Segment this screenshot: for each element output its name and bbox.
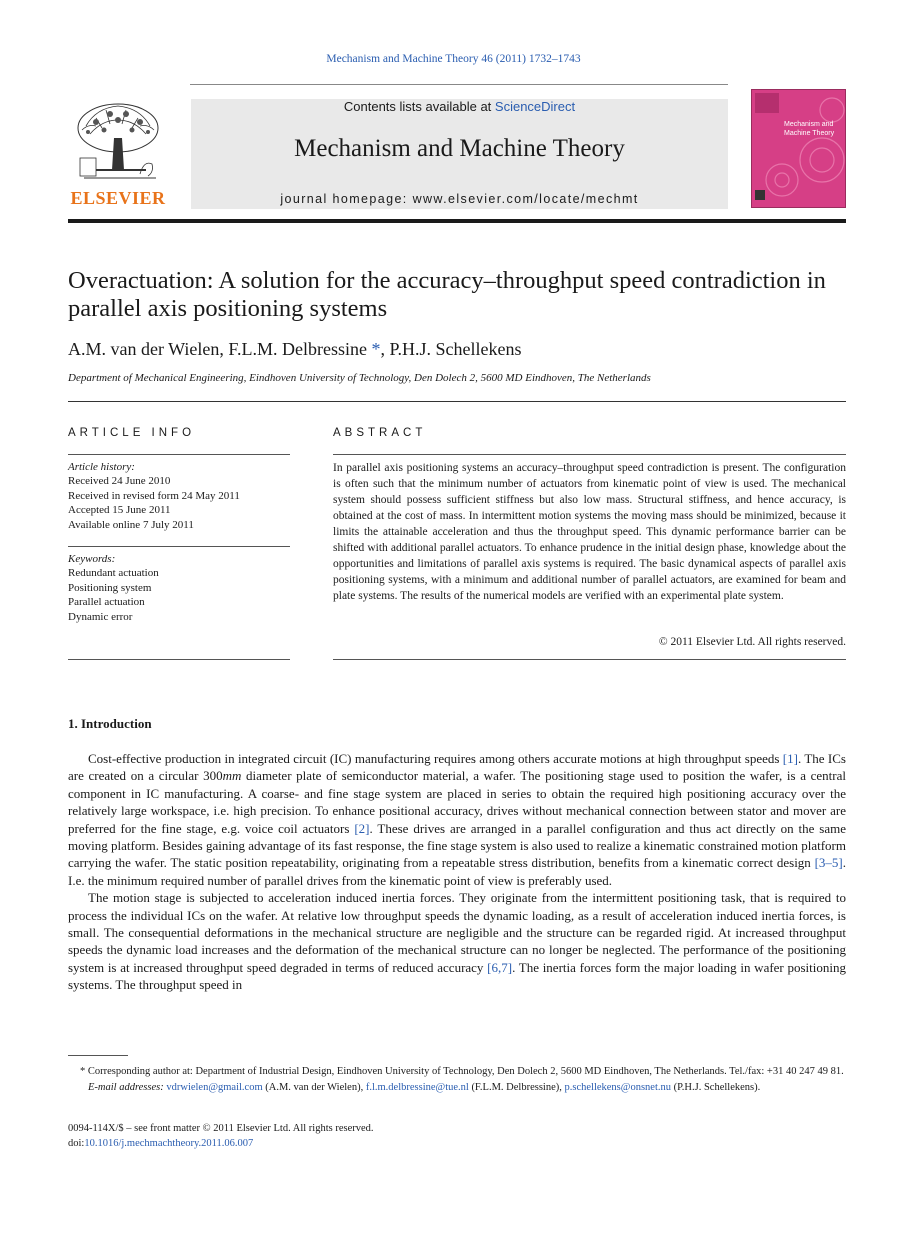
section-heading-introduction: 1. Introduction [68, 716, 152, 731]
email-owner: (P.H.J. Schellekens). [670, 1081, 761, 1093]
journal-banner [191, 99, 728, 209]
article-info-bottom-divider [68, 659, 290, 660]
email-owner: (A.M. van der Wielen), [262, 1081, 366, 1093]
history-accepted: Accepted 15 June 2011 [68, 504, 171, 517]
doi-link[interactable]: 10.1016/j.mechmachtheory.2011.06.007 [84, 1138, 254, 1149]
abstract-heading: ABSTRACT [333, 427, 427, 439]
affiliation: Department of Mechanical Engineering, Eindhoven University of Technology, Den Dolech 2, 5600 MD Eindhoven, The Netherlands [68, 372, 651, 384]
paper-title: Overactuation: A solution for the accuracy–throughput speed contradiction in parallel axis positioning systems [68, 267, 826, 322]
abstract-copyright: © 2011 Elsevier Ltd. All rights reserved. [658, 636, 846, 648]
history-revised: Received in revised form 24 May 2011 [68, 489, 240, 502]
unit-mm: mm [222, 768, 242, 784]
gear-icon [752, 90, 846, 208]
text-run: Cost-effective production in integrated circuit (IC) manufacturing requires among others accurate motions at high throughput speeds [88, 751, 783, 766]
text-run: diameter plate of semiconductor material, a wafer. The positioning stage used to position the wafer, is a central component in IC manufacturing. A coarse- and fine stage system are placed in series to obtain the required high positioning accuracy over the relatively large workspace, i.e. high precision. To enhance positional accuracy, drives without mechanical connection between stator and mover are preferred for the fine stage, e.g. voice coil actuators [68, 768, 847, 836]
author-list [68, 339, 521, 360]
header-divider [190, 84, 728, 85]
authors-first: A.M. van der Wielen, F.L.M. Delbressine [68, 339, 372, 359]
elsevier-wordmark: ELSEVIER [70, 188, 166, 208]
journal-citation[interactable]: Mechanism and Machine Theory 46 (2011) 1732–1743 [326, 53, 581, 65]
reference-link[interactable]: [6,7] [487, 959, 513, 975]
keywords [68, 552, 290, 624]
email-label: E-mail addresses: [88, 1081, 164, 1093]
keywords-divider [68, 546, 290, 547]
contents-prefix: Contents lists available at [343, 99, 495, 114]
paragraph [68, 750, 846, 889]
footnote-divider [68, 1055, 128, 1056]
homepage-prefix: journal homepage: [280, 192, 413, 206]
keyword-item: Parallel actuation [68, 596, 145, 609]
issn-line: 0094-114X/$ – see front matter © 2011 Elsevier Ltd. All rights reserved. [68, 1123, 374, 1134]
keywords-label: Keywords: [68, 553, 116, 565]
footnote-text: Corresponding author at: Department of Industrial Design, Eindhoven University of Technology, Den Dolech 2, 5600 MD Eindhoven, The Netherlands. Tel./fax: +31 40 247 49 81. [85, 1066, 844, 1077]
elsevier-logo[interactable] [66, 98, 170, 210]
doi-line [68, 1136, 846, 1151]
doi-label: doi: [68, 1138, 85, 1149]
keyword-item: Dynamic error [68, 610, 133, 623]
journal-name: Mechanism and Machine Theory [294, 135, 625, 162]
reference-link[interactable]: [3–5] [814, 855, 843, 871]
history-label: Article history: [68, 461, 135, 473]
reference-link[interactable]: [1] [782, 751, 798, 766]
email-link[interactable]: p.schellekens@onsnet.nu [564, 1081, 671, 1093]
text-run: . The inertia forces form the major loading in wafer positioning systems. The throughput speed in [68, 959, 846, 993]
article-info-heading: ARTICLE INFO [68, 427, 196, 439]
header-thick-divider [68, 219, 846, 223]
history-received: Received 24 June 2010 [68, 475, 171, 488]
sciencedirect-link[interactable]: ScienceDirect [494, 99, 576, 114]
text-run: The motion stage is subjected to acceleration induced inertia forces. They originate from the intermittent positioning task, that is required to process the individual ICs on the wafer. At relative low throughput speeds the dynamic loading, as a result of acceleration induced inertia forces, is small. The consequential deformations in the mechanical structure are negligible and the structure can be regarded rigid. At increased throughput speeds the dynamic load increases and the deformation of the mechanical structure can no longer be neglected. The performance of the positioning system is at increased throughput speed degraded in terms of reduced accuracy [68, 890, 846, 975]
abstract-bottom-divider [333, 659, 846, 660]
email-footnote [68, 1080, 846, 1096]
journal-cover-thumbnail[interactable] [751, 89, 846, 208]
email-link[interactable]: f.l.m.delbressine@tue.nl [365, 1081, 469, 1093]
front-matter [68, 1121, 846, 1151]
paragraph [68, 889, 846, 993]
text-run: . I.e. the minimum required number of parallel drives from the kinematic point of view is preferably used. [68, 855, 846, 888]
keyword-item: Positioning system [68, 581, 152, 594]
email-owner: (F.L.M. Delbressine), [468, 1081, 565, 1093]
history-online: Available online 7 July 2011 [68, 518, 194, 531]
abstract-divider [333, 454, 846, 455]
footnotes [68, 1064, 846, 1095]
introduction-body [68, 750, 846, 994]
footnote-mark: * [80, 1066, 86, 1077]
reference-link[interactable]: [2] [354, 820, 370, 836]
corresponding-author-footnote [68, 1064, 846, 1080]
abstract-text: In parallel axis positioning systems an accuracy–throughput speed contradiction is present. The configuration is often such that the minimum number of actuators from kinematic point of view is used. The mechanical system should possess sufficient stiffness but also low mass. Structural stiffness, and hence accuracy, is obtained at the cost of mass. In intermittent motion systems the moving mass should be minimized, because it limits the attainable acceleration and thus the throughput speed. This dynamic performance barrier can be shifted with additional parallel actuators. To enhance prudence in the initial design phase, knowledge about the opportunities and limitations of parallel axis systems is required. The basic dynamical aspects of parallel axis positioning systems, with a minimum and additional number of parallel actuators, are examined for beam and plate systems. The results of the numerical models are verified with an experimental plate system. [333, 462, 846, 602]
article-info-divider [68, 454, 290, 455]
article-history [68, 460, 290, 532]
corresponding-author-mark[interactable]: * [371, 339, 381, 359]
authors-last: , P.H.J. Schellekens [380, 339, 522, 359]
cover-title: Mechanism and Machine Theory [784, 121, 835, 137]
affiliation-divider [68, 401, 846, 402]
contents-line [191, 99, 728, 114]
text-run: . The ICs are created on a circular 300 [68, 751, 846, 784]
elsevier-tree-icon [66, 98, 170, 186]
homepage-link[interactable]: www.elsevier.com/locate/mechmt [412, 192, 639, 206]
keyword-item: Redundant actuation [68, 567, 159, 580]
email-link[interactable]: vdrwielen@gmail.com [166, 1081, 263, 1093]
text-run: . These drives are arranged in a parallel configuration and thus act directly on the same moving platform. Besides gaining advantage of its fast response, the fine stage system is also used to realize a kinematic constrained motion platform carrying the wafer. The static position repeatability, originating from a repeatable stress distribution, benefits from a kinematic correct design [68, 820, 846, 871]
journal-homepage [191, 192, 728, 206]
